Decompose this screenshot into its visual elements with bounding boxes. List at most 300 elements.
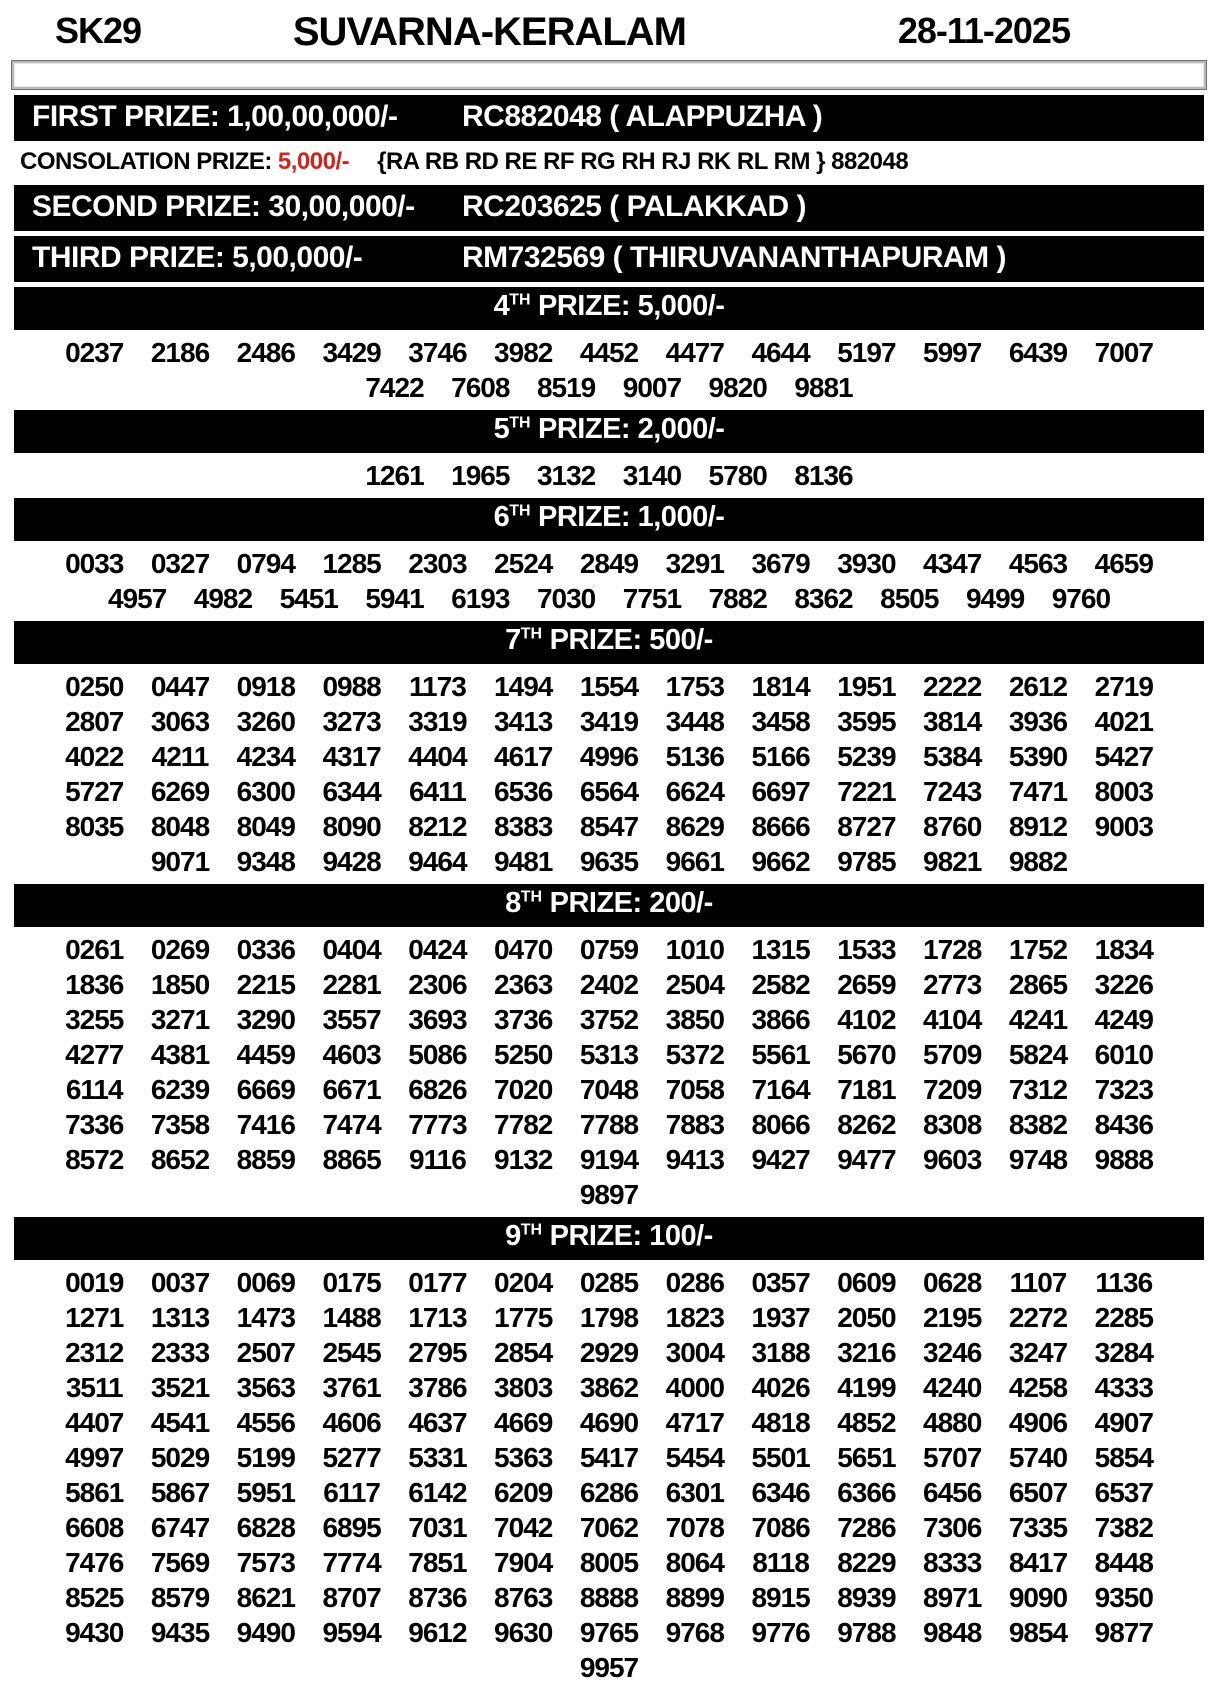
winning-number: 9788 [837,1617,896,1648]
winning-number: 4104 [923,1004,982,1035]
winning-number: 3458 [751,706,810,737]
winning-number: 5313 [579,1039,639,1070]
winning-number: 6537 [1094,1477,1153,1508]
winning-number: 1834 [1094,934,1153,965]
winning-number: 8912 [1008,811,1068,842]
winning-number: 5136 [665,741,724,772]
winning-number: 5277 [322,1442,381,1473]
winning-number: 7042 [494,1512,553,1543]
winning-number: 4982 [193,583,253,614]
winning-number: 5727 [65,776,124,807]
winning-number: 5363 [494,1442,553,1473]
winning-number: 0609 [837,1267,896,1298]
second-prize-label: SECOND PRIZE: 30,00,000/- [32,190,415,223]
winning-number: 6010 [1094,1039,1153,1070]
winning-number: 8090 [322,811,381,842]
winning-number: 7751 [622,583,682,614]
winning-number: 9090 [1008,1582,1068,1613]
first-prize-bar [14,95,1204,141]
winning-number: 5451 [279,583,338,614]
winning-number: 3260 [236,706,295,737]
winning-number: 8066 [751,1109,810,1140]
winning-number: 5454 [665,1442,724,1473]
winning-numbers-row [0,967,1218,1002]
winning-number: 4234 [236,741,295,772]
winning-number: 3866 [751,1004,810,1035]
winning-number: 4957 [107,583,167,614]
winning-number: 6671 [322,1074,381,1105]
winning-number: 9194 [579,1144,639,1175]
winning-number: 4452 [579,337,639,368]
winning-number: 5331 [408,1442,467,1473]
prize-section-header: 8TH PRIZE: 200/- [14,884,1204,927]
winning-number: 5372 [665,1039,724,1070]
winning-number: 9435 [150,1617,210,1648]
winning-number: 1965 [451,460,510,491]
winning-number: 3188 [751,1337,810,1368]
winning-number: 1850 [150,969,210,1000]
winning-number: 9635 [579,846,639,877]
winning-number: 2807 [65,706,124,737]
winning-number: 2186 [150,337,210,368]
winning-numbers-row [0,774,1218,809]
winning-number: 9132 [494,1144,553,1175]
winning-numbers-row [0,1300,1218,1335]
winning-number: 0286 [665,1267,724,1298]
winning-numbers-row [0,1650,1218,1685]
prize-sections [0,287,1218,1685]
winning-number: 3862 [579,1372,639,1403]
winning-number: 5651 [837,1442,896,1473]
winning-number: 2402 [579,969,639,1000]
third-prize-label: THIRD PRIZE: 5,00,000/- [32,241,363,274]
winning-number: 9661 [665,846,724,877]
winning-number: 9848 [923,1617,982,1648]
winning-number: 3693 [408,1004,467,1035]
winning-number: 3429 [322,337,381,368]
winning-number: 1798 [579,1302,639,1333]
winning-number: 8333 [923,1547,982,1578]
winning-number: 3419 [579,706,639,737]
winning-number: 6564 [579,776,639,807]
winning-number: 2612 [1008,671,1068,702]
winning-number: 5997 [923,337,982,368]
winning-number: 8383 [494,811,553,842]
winning-numbers-row [0,932,1218,967]
winning-number: 2849 [579,548,639,579]
winning-number: 7031 [408,1512,467,1543]
winning-number: 7773 [408,1109,467,1140]
winning-numbers-row [0,1475,1218,1510]
winning-number: 7882 [708,583,767,614]
winning-number: 4717 [665,1407,724,1438]
winning-number: 7078 [665,1512,724,1543]
winning-numbers-row [0,704,1218,739]
winning-number: 5707 [923,1442,982,1473]
winning-number: 6301 [665,1477,724,1508]
winning-number: 2272 [1008,1302,1068,1333]
winning-number: 3255 [65,1004,124,1035]
winning-number: 1752 [1008,934,1068,965]
winning-number: 2773 [923,969,982,1000]
winning-number: 0250 [65,671,124,702]
winning-number: 4404 [408,741,467,772]
winning-number: 0037 [150,1267,210,1298]
winning-number: 0988 [322,671,381,702]
winning-number: 5250 [494,1039,553,1070]
winning-number: 2795 [408,1337,467,1368]
winning-number: 3290 [236,1004,295,1035]
winning-number: 0794 [236,548,295,579]
winning-number: 6117 [323,1477,380,1508]
winning-number: 7774 [322,1547,381,1578]
winning-number: 8652 [150,1144,210,1175]
winning-number: 1488 [322,1302,381,1333]
winning-number: 9116 [409,1144,466,1175]
winning-number: 4637 [408,1407,467,1438]
winning-number: 5941 [365,583,424,614]
winning-number: 5861 [65,1477,124,1508]
winning-number: 3930 [837,548,896,579]
winning-numbers-row [0,1265,1218,1300]
winning-number: 5239 [837,741,896,772]
winning-number: 1315 [751,934,810,965]
winning-number: 3271 [150,1004,210,1035]
winning-number: 3132 [536,460,596,491]
winning-number: 4381 [150,1039,210,1070]
consolation-amount: 5,000/- [277,148,350,175]
winning-number: 6608 [65,1512,124,1543]
winning-number: 7569 [150,1547,210,1578]
winning-numbers-row [0,1440,1218,1475]
winning-number: 8229 [837,1547,896,1578]
winning-number: 6269 [150,776,210,807]
winning-number: 8707 [322,1582,381,1613]
winning-number: 1173 [409,671,466,702]
winning-number: 4659 [1094,548,1153,579]
winning-numbers-row [0,1615,1218,1650]
winning-number: 7030 [536,583,596,614]
winning-number: 4563 [1008,548,1068,579]
winning-number: 7181 [837,1074,896,1105]
winning-number: 0404 [322,934,381,965]
winning-number: 2312 [65,1337,124,1368]
winning-number: 7358 [150,1109,210,1140]
winning-number: 7209 [923,1074,982,1105]
winning-numbers-row [0,1142,1218,1177]
winning-number: 7286 [837,1512,896,1543]
winning-number: 2929 [579,1337,639,1368]
winning-numbers-row [0,458,1218,493]
winning-number: 5867 [150,1477,210,1508]
winning-number: 1533 [837,934,896,965]
winning-number: 4407 [65,1407,124,1438]
winning-number: 0447 [150,671,210,702]
winning-number: 4021 [1094,706,1153,737]
winning-number: 0336 [236,934,295,965]
winning-number: 8899 [665,1582,724,1613]
winning-number: 4852 [837,1407,896,1438]
winning-number: 4249 [1094,1004,1153,1035]
winning-number: 8915 [751,1582,810,1613]
winning-number: 7788 [579,1109,639,1140]
winning-number: 6536 [494,776,553,807]
winning-number: 4996 [579,741,639,772]
winning-number: 0033 [65,548,124,579]
winning-number: 3291 [665,548,724,579]
winning-number: 3982 [494,337,553,368]
winning-number: 6697 [751,776,810,807]
winning-numbers-row [0,1405,1218,1440]
winning-numbers-row [0,1107,1218,1142]
winning-number: 1814 [751,671,810,702]
winning-number: 8003 [1094,776,1153,807]
winning-numbers-row [0,669,1218,704]
prize-section-header: 7TH PRIZE: 500/- [14,621,1204,664]
winning-number: 7782 [494,1109,553,1140]
winning-number: 0759 [579,934,639,965]
winning-number: 9603 [923,1144,982,1175]
winning-number: 4907 [1094,1407,1153,1438]
winning-number: 3752 [579,1004,639,1035]
winning-number: 6300 [236,776,295,807]
winning-number: 9430 [65,1617,124,1648]
winning-number: 2582 [751,969,810,1000]
winning-number: 1728 [923,934,982,965]
winning-number: 3736 [494,1004,553,1035]
winning-number: 9748 [1008,1144,1068,1175]
winning-number: 4333 [1094,1372,1153,1403]
winning-number: 3247 [1008,1337,1068,1368]
consolation-label: CONSOLATION PRIZE: [20,148,272,175]
winning-number: 4211 [151,741,209,772]
winning-number: 4317 [322,741,381,772]
winning-number: 8629 [665,811,724,842]
winning-number: 6114 [65,1074,123,1105]
winning-number: 3448 [665,706,724,737]
winning-number: 6209 [494,1477,553,1508]
winning-number: 9350 [1094,1582,1153,1613]
winning-number: 2303 [408,548,467,579]
winning-number: 3063 [150,706,210,737]
winning-number: 3511 [65,1372,123,1403]
winning-number: 7306 [923,1512,982,1543]
winning-number: 2222 [923,671,982,702]
winning-number: 5780 [708,460,767,491]
winning-number: 8048 [150,811,210,842]
winning-number: 6411 [409,776,466,807]
winning-number: 4606 [322,1407,381,1438]
draw-date: 28-11-2025 [897,10,1070,51]
winning-number: 1713 [408,1302,467,1333]
winning-number: 8763 [494,1582,553,1613]
winning-number: 0327 [150,548,210,579]
winning-number: 9768 [665,1617,724,1648]
winning-number: 7471 [1008,776,1068,807]
winning-numbers-row [0,546,1218,581]
winning-number: 4603 [322,1039,381,1070]
third-prize-bar [14,236,1204,282]
winning-number: 7312 [1008,1074,1068,1105]
winning-number: 4690 [579,1407,639,1438]
winning-number: 4000 [665,1372,724,1403]
winning-number: 5029 [150,1442,210,1473]
winning-number: 4102 [837,1004,896,1035]
winning-number: 4022 [65,741,124,772]
winning-number: 3004 [665,1337,724,1368]
winning-numbers-row [0,1510,1218,1545]
second-prize-winner: RC203625 ( PALAKKAD ) [462,190,807,223]
winning-number: 1473 [236,1302,295,1333]
winning-number: 7323 [1094,1074,1153,1105]
winning-number: 5086 [408,1039,467,1070]
winning-number: 3319 [408,706,467,737]
winning-number: 8971 [923,1582,982,1613]
winning-number: 5166 [751,741,810,772]
winning-number: 8417 [1008,1547,1068,1578]
winning-number: 3563 [236,1372,295,1403]
prize-section-header: 5TH PRIZE: 2,000/- [14,410,1204,453]
consolation-series-list: {RA RB RD RE RF RG RH RJ RK RL RM } 882048 [377,148,909,175]
winning-number: 4026 [751,1372,810,1403]
winning-number: 8727 [837,811,896,842]
winning-number: 4556 [236,1407,295,1438]
winning-number: 8035 [65,811,124,842]
winning-number: 3679 [751,548,810,579]
winning-number: 1554 [579,671,639,702]
winning-number: 2524 [494,548,553,579]
winning-number: 4880 [923,1407,982,1438]
winning-number: 3140 [622,460,682,491]
winning-number: 9594 [322,1617,381,1648]
winning-number: 4541 [150,1407,210,1438]
empty-banner-box [12,61,1206,89]
winning-number: 3814 [923,706,982,737]
winning-numbers-row [0,1370,1218,1405]
winning-number: 8136 [794,460,853,491]
first-prize-label: FIRST PRIZE: 1,00,00,000/- [32,100,398,133]
winning-number: 0470 [494,934,553,965]
winning-number: 8262 [837,1109,896,1140]
winning-number: 9427 [751,1144,810,1175]
winning-number: 4240 [923,1372,982,1403]
winning-number: 9477 [837,1144,896,1175]
winning-number: 4906 [1008,1407,1068,1438]
winning-number: 6439 [1008,337,1068,368]
winning-number: 0918 [236,671,295,702]
winning-number: 1753 [665,671,724,702]
winning-number: 8382 [1008,1109,1068,1140]
winning-number: 2050 [837,1302,896,1333]
winning-number: 7382 [1094,1512,1153,1543]
consolation-prize-line [0,146,1218,180]
winning-number: 6624 [665,776,724,807]
winning-numbers-row [0,581,1218,616]
winning-number: 7476 [65,1547,124,1578]
winning-number: 7422 [365,372,424,403]
winning-number: 5740 [1008,1442,1068,1473]
winning-number: 2333 [150,1337,210,1368]
winning-number: 8572 [65,1144,124,1175]
winning-number: 0204 [494,1267,553,1298]
winning-number: 0177 [408,1267,467,1298]
winning-number: 0424 [408,934,467,965]
winning-number: 7058 [665,1074,724,1105]
winning-number: 9897 [579,1179,639,1210]
winning-number: 8436 [1094,1109,1153,1140]
winning-number: 0628 [923,1267,982,1298]
winning-number: 9882 [1008,846,1068,877]
winning-number: 4241 [1008,1004,1068,1035]
winning-number: 8064 [665,1547,724,1578]
winning-numbers-row [0,809,1218,844]
winning-number: 5854 [1094,1442,1153,1473]
winning-number: 4669 [494,1407,553,1438]
winning-numbers-row [0,1177,1218,1212]
winning-number: 5427 [1094,741,1153,772]
winning-number: 4644 [751,337,810,368]
winning-number: 8212 [408,811,467,842]
winning-number: 9888 [1094,1144,1153,1175]
winning-number: 4818 [751,1407,810,1438]
winning-number: 2195 [923,1302,982,1333]
winning-number: 1271 [65,1302,124,1333]
winning-number: 8519 [536,372,596,403]
winning-number: 9854 [1008,1617,1068,1648]
winning-number: 4459 [236,1039,295,1070]
prize-section-header: 6TH PRIZE: 1,000/- [14,498,1204,541]
winning-number: 1261 [365,460,424,491]
winning-number: 3746 [408,337,467,368]
winning-number: 3246 [923,1337,982,1368]
winning-numbers-row [0,739,1218,774]
prize-section-header: 4TH PRIZE: 5,000/- [14,287,1204,330]
winning-number: 3761 [322,1372,381,1403]
winning-number: 0175 [322,1267,381,1298]
winning-number: 9499 [965,583,1025,614]
winning-number: 6239 [150,1074,210,1105]
winning-number: 6826 [408,1074,467,1105]
winning-number: 9490 [236,1617,295,1648]
winning-number: 6142 [408,1477,467,1508]
winning-number: 8448 [1094,1547,1153,1578]
winning-number: 3521 [150,1372,210,1403]
winning-number: 3595 [837,706,896,737]
winning-number: 1107 [1009,1267,1067,1298]
winning-number: 7883 [665,1109,724,1140]
draw-code: SK29 [55,10,142,51]
winning-number: 7851 [408,1547,467,1578]
winning-number: 3557 [322,1004,381,1035]
winning-number: 8939 [837,1582,896,1613]
winning-number: 5390 [1008,741,1068,772]
winning-number: 1285 [322,548,381,579]
winning-number: 9760 [1051,583,1111,614]
winning-number: 1010 [665,934,724,965]
winning-numbers-row [0,1072,1218,1107]
winning-number: 2285 [1094,1302,1153,1333]
winning-number: 7573 [236,1547,295,1578]
winning-numbers-row [0,844,1218,879]
winning-number: 9821 [923,846,982,877]
winning-number: 9630 [494,1617,553,1648]
winning-number: 1836 [65,969,124,1000]
winning-number: 2504 [665,969,724,1000]
winning-number: 0285 [579,1267,639,1298]
winning-number: 4997 [65,1442,124,1473]
winning-number: 2507 [236,1337,295,1368]
winning-number: 3786 [408,1372,467,1403]
